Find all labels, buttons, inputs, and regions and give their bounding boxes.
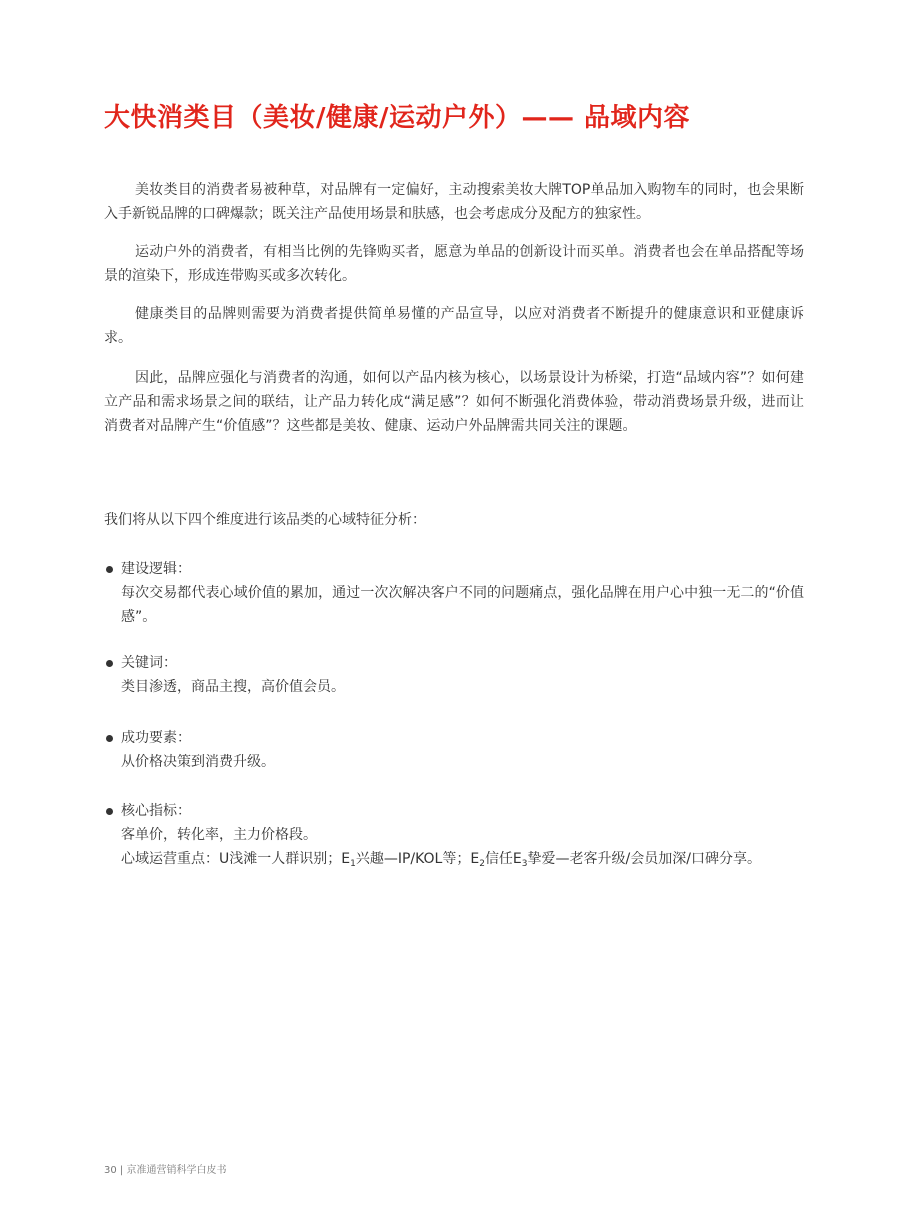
bullet-label: 关键词： <box>121 655 177 671</box>
bullet-body: 每次交易都代表心域价值的累加，通过一次次解决客户不同的问题痛点，强化品牌在用户心中独一无二的“价值感”。 <box>121 585 804 625</box>
paragraph-conclusion: 因此，品牌应强化与消费者的沟通，如何以产品内核为核心，以场景设计为桥梁，打造“品域内容”？如何建立产品和需求场景之间的联结，让产品力转化成“满足感”？如何不断强化消费体验，带动消费场景升级，进而让消费者对品牌产生“价值感”？这些都是美妆、健康、运动户外品牌需共同关注的课题。 <box>104 370 804 434</box>
page-title: 大快消类目（美妆/健康/运动户外）—— 品域内容 <box>104 103 691 133</box>
bullet-dot-icon <box>106 808 113 815</box>
bullet-label: 成功要素： <box>121 730 191 746</box>
bullet-body: 客单价，转化率，主力价格段。 <box>121 827 317 843</box>
bullet-label: 建设逻辑： <box>121 561 191 577</box>
paragraph-beauty: 美妆类目的消费者易被种草，对品牌有一定偏好，主动搜索美妆大牌TOP单品加入购物车的同时，也会果断入手新锐品牌的口碑爆款；既关注产品使用场景和肤感，也会考虑成分及配方的独家性。 <box>104 182 804 222</box>
page-footer: 30 | 京准通营销科学白皮书 <box>104 1165 227 1176</box>
bullet-label: 核心指标： <box>121 803 191 819</box>
bullet-dot-icon <box>106 566 113 573</box>
bullet-body: 类目渗透，商品主搜，高价值会员。 <box>121 679 345 695</box>
paragraph-outdoor: 运动户外的消费者，有相当比例的先锋购买者，愿意为单品的创新设计而买单。消费者也会在单品搭配等场景的渲染下，形成连带购买或多次转化。 <box>104 244 804 284</box>
bullet-dot-icon <box>106 735 113 742</box>
ops-focus-text: 心域运营重点：U浅滩一人群识别；$E_1$兴趣—IP/KOL等；$E_2$信任$E_3$挚爱—老客升级/会员加深/口碑分享。 <box>121 851 761 869</box>
analysis-intro: 我们将从以下四个维度进行该品类的心域特征分析： <box>104 512 426 528</box>
bullet-dot-icon <box>106 660 113 667</box>
bullet-body: 从价格决策到消费升级。 <box>121 754 275 770</box>
paragraph-health: 健康类目的品牌则需要为消费者提供简单易懂的产品宣导，以应对消费者不断提升的健康意识和亚健康诉求。 <box>104 306 804 346</box>
